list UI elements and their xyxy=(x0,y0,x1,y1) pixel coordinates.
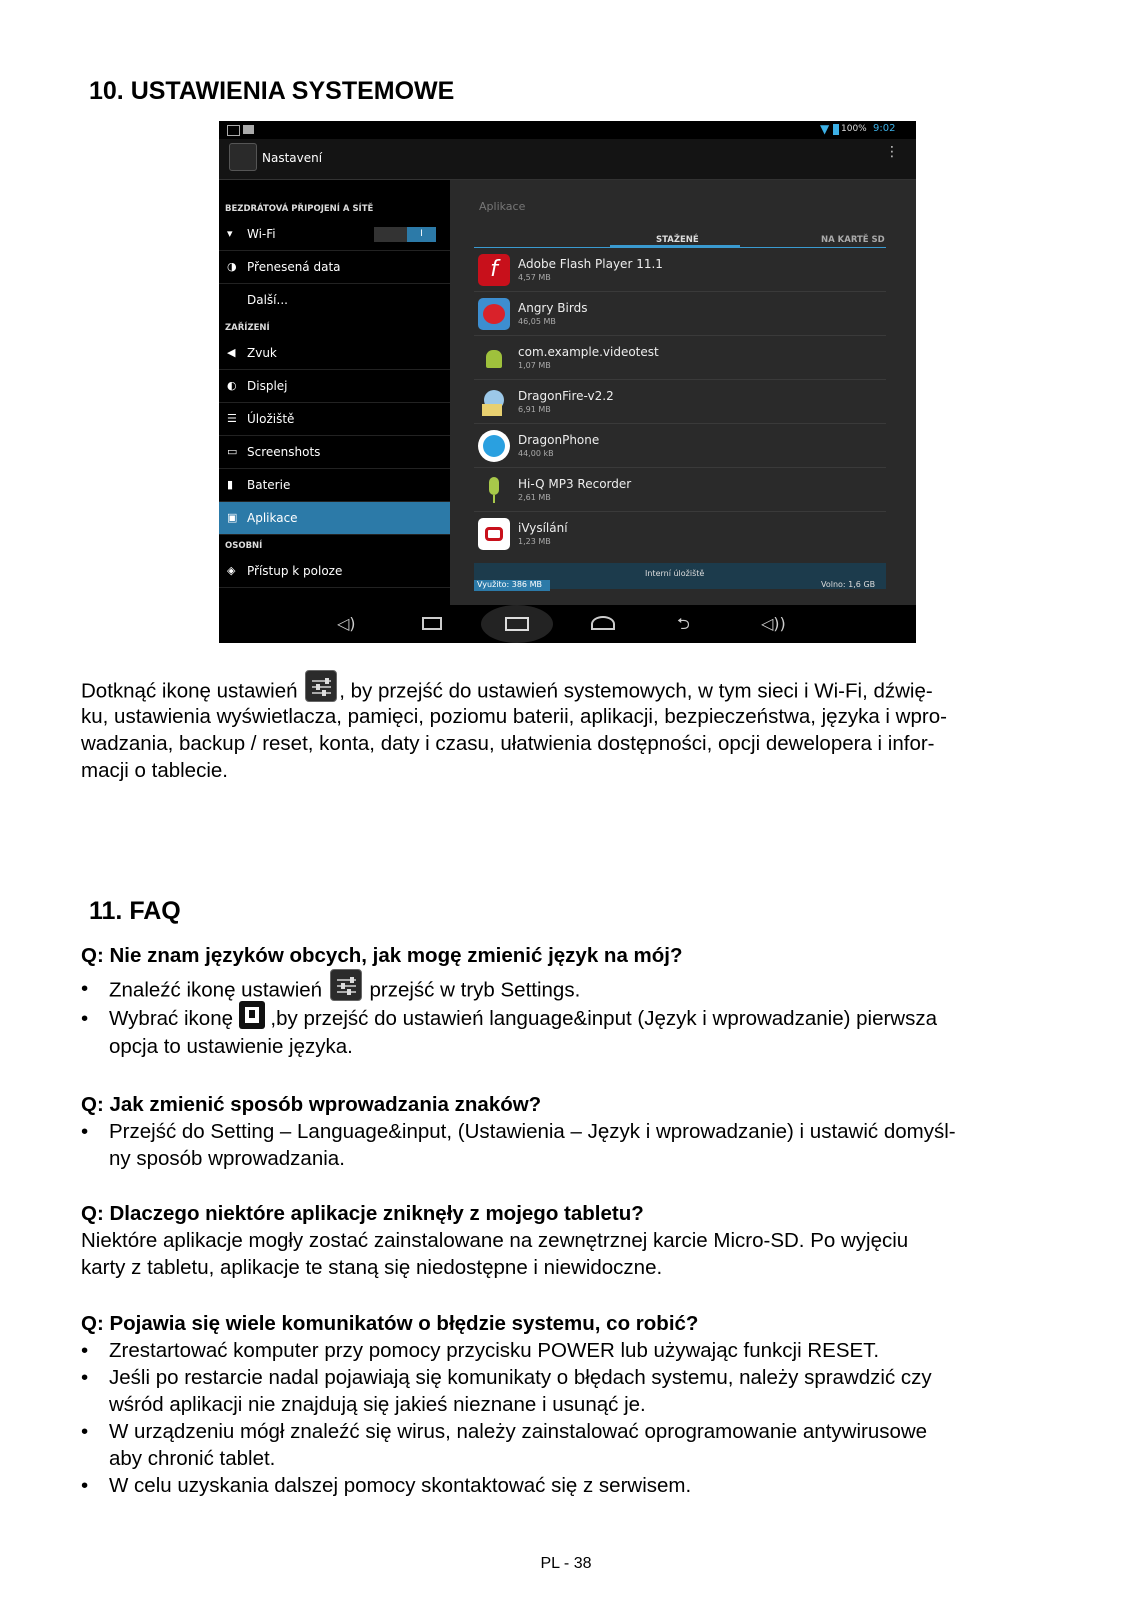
ivysilani-icon xyxy=(478,518,510,550)
apps-panel xyxy=(450,180,916,605)
app-row[interactable]: DragonFire-v2.2 6,91 MB xyxy=(474,380,886,424)
action-bar xyxy=(219,139,916,180)
section-device: ZAŘÍZENÍ xyxy=(225,323,270,333)
storage-icon: ☰ xyxy=(227,412,237,425)
battery-icon: ▮ xyxy=(227,478,234,491)
storage-free: Volno: 1,6 GB xyxy=(821,580,876,589)
app-row[interactable]: Angry Birds 46,05 MB xyxy=(474,292,886,336)
item-wifi[interactable]: ▾ Wi-Fi I xyxy=(219,218,450,251)
faq-question-1: Q: Nie znam języków obcych, jak mogę zmienić język na mój? xyxy=(81,944,683,967)
status-bar xyxy=(219,121,916,139)
faq-question-3: Q: Dlaczego niektóre aplikacje zniknęły z mojego tabletu? xyxy=(81,1202,644,1225)
data-usage-icon: ◑ xyxy=(227,260,237,273)
battery-icon xyxy=(833,124,839,135)
settings-icon xyxy=(305,670,337,702)
faq-answer-4b: • Jeśli po restarcie nadal pojawiają się komunikaty o błędach systemu, należy sprawdzić czy wśród aplikacji nie znajdują się jakieś nieznane i usunąć je. xyxy=(81,1366,932,1416)
picture-icon xyxy=(227,125,240,136)
faq-question-4: Q: Pojawia się wiele komunikatów o błędzie systemu, co robić? xyxy=(81,1312,699,1335)
wifi-icon: ▼ xyxy=(820,122,830,136)
keyboard-icon: ▭ xyxy=(227,445,238,458)
navigation-bar xyxy=(219,605,916,643)
section-11-title: 11. FAQ xyxy=(89,897,181,925)
home-icon[interactable] xyxy=(591,616,615,630)
item-storage[interactable]: ☰ Úložiště xyxy=(219,403,450,436)
language-icon xyxy=(239,1001,265,1029)
screenshot-icon[interactable] xyxy=(505,617,529,631)
notification-icon xyxy=(243,125,254,134)
item-more[interactable]: Další... xyxy=(247,293,288,307)
item-sound[interactable]: ◀ Zvuk xyxy=(219,337,450,370)
volume-down-icon[interactable]: ◁) xyxy=(337,614,356,633)
item-display[interactable]: ◐ Displej xyxy=(219,370,450,403)
android-icon xyxy=(478,342,510,374)
faq-question-2: Q: Jak zmienić sposób wprowadzania znaków? xyxy=(81,1093,542,1116)
app-row[interactable]: DragonPhone 44,00 kB xyxy=(474,424,886,468)
storage-label: Interní úložiště xyxy=(645,569,705,578)
apps-header: Aplikace xyxy=(479,200,526,213)
dragonphone-icon xyxy=(478,430,510,462)
faq-answer-3: Niektóre aplikacje mogły zostać zainstalowane na zewnętrznej karcie Micro-SD. Po wyjęciu karty z tabletu, aplikacje te staną się niedostępne i niewidoczne. xyxy=(81,1229,909,1279)
speaker-icon: ◀ xyxy=(227,346,236,359)
section-wireless: BEZDRÁTOVÁ PŘIPOJENÍ A SÍTĚ xyxy=(225,204,374,214)
faq-answer-2: • Przejść do Setting – Language&input, (Ustawienia – Język i wprowadzanie) i ustawić domyśl- ny sposób wprowadzania. xyxy=(81,1120,956,1170)
app-row[interactable]: Hi-Q MP3 Recorder 2,61 MB xyxy=(474,468,886,512)
faq-answer-4c: • W urządzeniu mógł znaleźć się wirus, należy zainstalować oprogramowanie antywirusowe aby chronić tablet. xyxy=(81,1420,928,1470)
faq-answer-1a: • Znaleźć ikonę ustawień przejść w tryb Settings. xyxy=(81,975,1066,1007)
item-location[interactable]: ◈ Přístup k poloze xyxy=(219,555,450,588)
overflow-menu-icon[interactable]: ⋮ xyxy=(885,144,899,160)
angry-birds-icon xyxy=(478,298,510,330)
settings-screenshot xyxy=(219,121,916,643)
faq-answer-4d: • W celu uzyskania dalszej pomocy skontaktować się z serwisem. xyxy=(81,1474,692,1497)
microphone-icon xyxy=(478,474,510,506)
app-row[interactable]: iVysílání 1,23 MB xyxy=(474,512,886,555)
wifi-icon: ▾ xyxy=(227,227,233,240)
section-10-paragraph: Dotknąć ikonę ustawień , by przejść do ustawień systemowych, w tym sieci i Wi-Fi, dźwię- ku, ustawienia wyświetlacza, pamięci, poziomu baterii, aplikacji, bezpieczeństwa, języka i wpro- wadzania, backup / reset, konta, daty i czasu, ułatwienia dostępności, opcji dewelopera i infor- macji o tablecie. xyxy=(81,676,1081,784)
dragonfire-icon xyxy=(478,386,510,418)
settings-icon xyxy=(330,969,362,1001)
section-personal: OSOBNÍ xyxy=(225,541,263,551)
app-row[interactable]: com.example.videotest 1,07 MB xyxy=(474,336,886,380)
item-battery[interactable]: ▮ Baterie xyxy=(219,469,450,502)
location-icon: ◈ xyxy=(227,564,236,577)
item-screenshots[interactable]: ▭ Screenshots xyxy=(219,436,450,469)
faq-answer-4a: • Zrestartować komputer przy pomocy przycisku POWER lub używając funkcji RESET. xyxy=(81,1339,880,1362)
clock: 9:02 xyxy=(873,123,896,134)
wifi-toggle[interactable]: I xyxy=(374,227,436,242)
item-data-usage[interactable]: ◑ Přenesená data xyxy=(219,251,450,284)
item-apps[interactable]: ▣ Aplikace xyxy=(219,502,450,535)
brightness-icon: ◐ xyxy=(227,379,237,392)
app-row[interactable]: f Adobe Flash Player 11.1 4,57 MB xyxy=(474,248,886,292)
storage-used: Využito: 386 MB xyxy=(477,580,542,589)
settings-app-icon xyxy=(229,143,257,171)
faq-answer-1b: • Wybrać ikonę ,by przejść do ustawień language&input (Język i wprowadzanie) pierwsza opcja to ustawienie języka. xyxy=(81,1005,1066,1060)
section-10-title: 10. USTAWIENIA SYSTEMOWE xyxy=(89,77,455,105)
action-title: Nastavení xyxy=(262,151,323,165)
recent-apps-icon[interactable] xyxy=(422,617,442,630)
settings-list xyxy=(219,180,450,605)
page-number: PL - 38 xyxy=(540,1555,592,1572)
tab-downloaded[interactable]: STAŽENÉ xyxy=(656,235,699,245)
volume-up-icon[interactable]: ◁)) xyxy=(761,614,786,633)
battery-level: 100% xyxy=(841,124,867,134)
flash-icon: f xyxy=(478,254,510,286)
back-icon[interactable]: ⮌ xyxy=(677,614,690,633)
apps-icon: ▣ xyxy=(227,511,238,524)
tab-sd-card[interactable]: NA KARTĚ SD xyxy=(821,235,885,245)
